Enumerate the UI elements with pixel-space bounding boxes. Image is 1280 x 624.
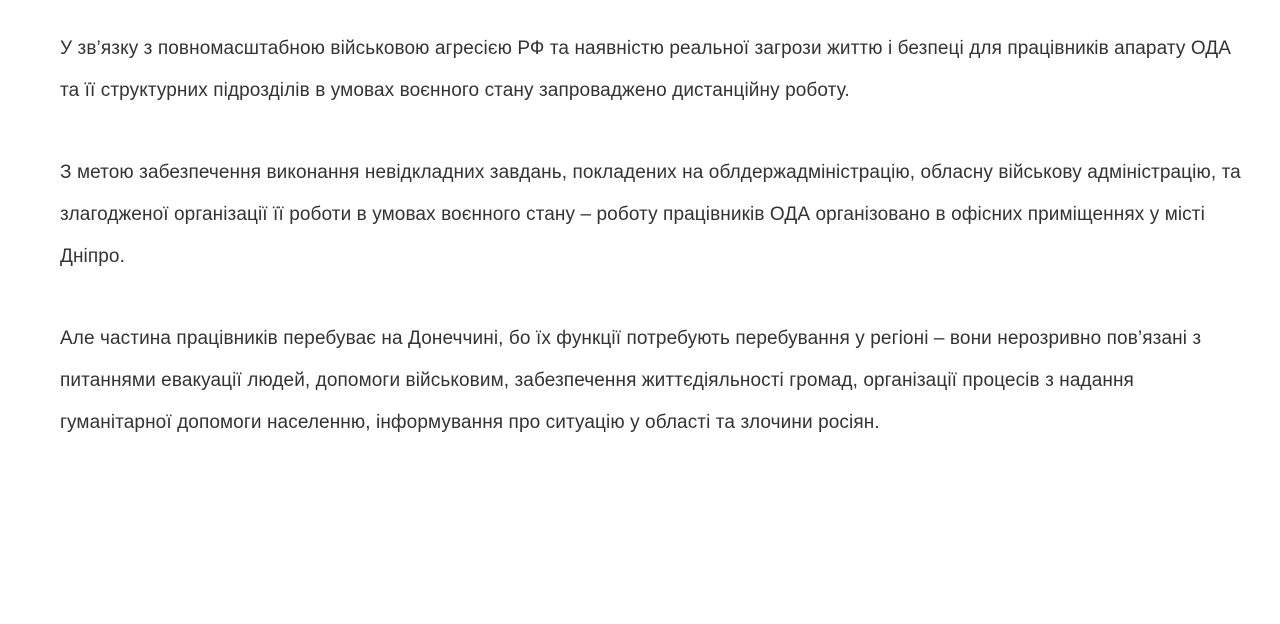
- article-paragraph-2: З метою забезпечення виконання невідкладних завдань, покладених на облдержадміністрацію, обласну військову адміністрацію, та злагодженої організації її роботи в умовах воєнного стану – роботу працівників ОДА організовано в офісних приміщеннях у місті Дніпро.: [60, 162, 1241, 267]
- article-paragraph-1: У зв’язку з повномасштабною військовою агресією РФ та наявністю реальної загрози життю і безпеці для працівників апарату ОДА та її структурних підрозділів в умовах воєнного стану запроваджено дистанційну роботу.: [60, 38, 1232, 101]
- article-paragraph-3: Але частина працівників перебуває на Донеччині, бо їх функції потребують перебування у регіоні – вони нерозривно пов’язані з питаннями евакуації людей, допомоги військовим, забезпечення життєдіяльності громад, організації процесів з надання гуманітарної допомоги населенню, інформування про ситуацію у області та злочини росіян.: [60, 328, 1202, 433]
